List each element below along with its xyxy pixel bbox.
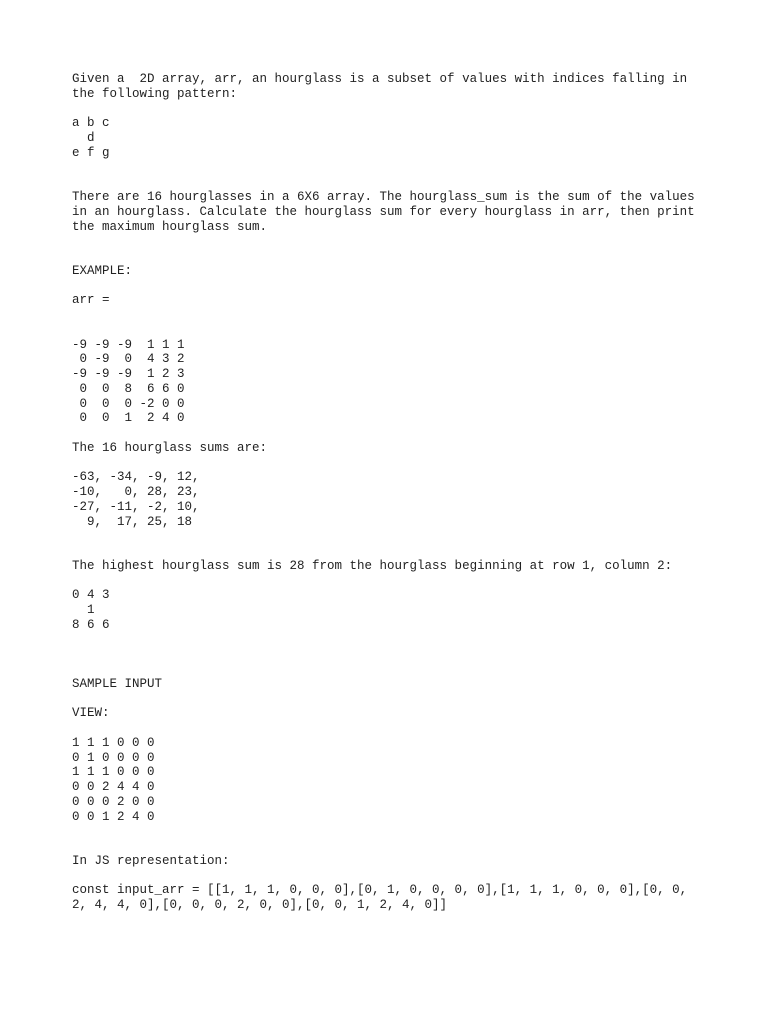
hourglass-pattern: a b c d e f g	[72, 116, 110, 160]
view-label: VIEW:	[72, 706, 110, 721]
example-heading: EXAMPLE:	[72, 263, 133, 278]
arr-label: arr =	[72, 293, 110, 308]
sums-heading: The 16 hourglass sums are:	[72, 440, 268, 455]
highest-sum-text: The highest hourglass sum is 28 from the hourglass beginning at row 1, column 2:	[72, 558, 673, 573]
description-paragraph: There are 16 hourglasses in a 6X6 array. The hourglass_sum is the sum of the values in an hourglass. Calculate the hourglass sum for every hourglass in arr, then print the maximum hourglass sum.	[72, 190, 695, 234]
js-code: const input_arr = [[1, 1, 1, 0, 0, 0],[0, 1, 0, 0, 0, 0],[1, 1, 1, 0, 0, 0],[0, 0, 2, 4, 4, 0],[0, 0, 0, 2, 0, 0],[0, 0, 1, 2, 4, 0]]	[72, 883, 688, 912]
sample-matrix: 1 1 1 0 0 0 0 1 0 0 0 0 1 1 1 0 0 0 0 0 2 4 4 0 0 0 0 2 0 0 0 0 1 2 4 0	[72, 735, 155, 824]
js-heading: In JS representation:	[72, 853, 230, 868]
sample-input-heading: SAMPLE INPUT	[72, 676, 163, 691]
sums-matrix: -63, -34, -9, 12, -10, 0, 28, 23, -27, -11, -2, 10, 9, 17, 25, 18	[72, 470, 200, 529]
example-matrix: -9 -9 -9 1 1 1 0 -9 0 4 3 2 -9 -9 -9 1 2 3 0 0 8 6 6 0 0 0 0 -2 0 0 0 0 1 2 4 0	[72, 337, 185, 426]
highest-hourglass: 0 4 3 1 8 6 6	[72, 588, 110, 632]
intro-paragraph: Given a 2D array, arr, an hourglass is a subset of values with indices falling in the following pattern:	[72, 72, 688, 101]
document-page	[72, 72, 712, 913]
